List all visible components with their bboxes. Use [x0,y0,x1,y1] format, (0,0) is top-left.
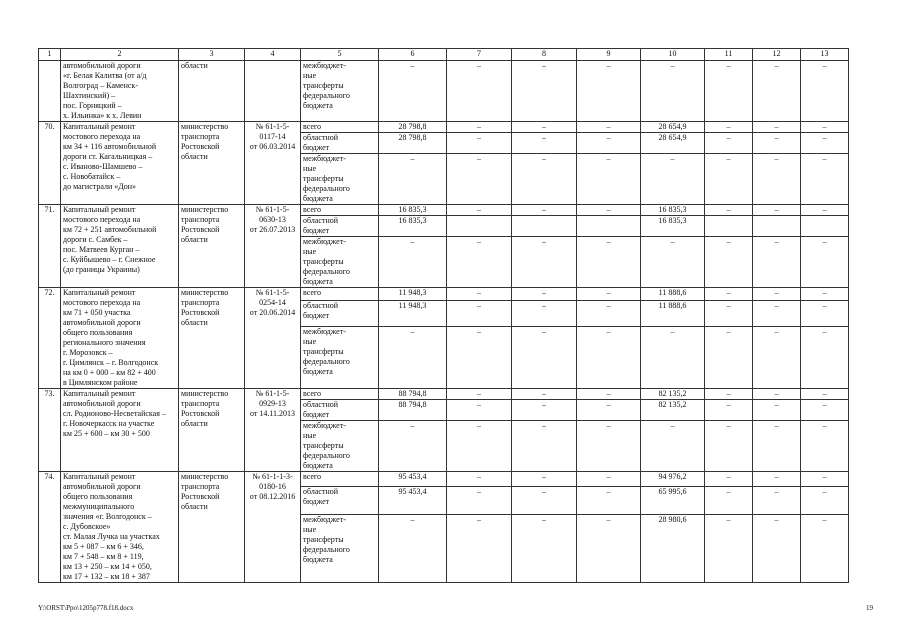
value-cell [577,216,641,237]
funding-source: областной бюджет [301,216,379,237]
value-cell: – [753,514,801,582]
value-cell: – [577,400,641,421]
value-cell: – [753,389,801,400]
value-cell: 11 948,3 [379,301,447,327]
value-cell: – [577,133,641,154]
value-cell: 95 453,4 [379,472,447,487]
funding-source: областной бюджет [301,486,379,514]
value-cell: – [705,514,753,582]
object-name: Капитальный ремонт мостового перехода на км 71 + 050 участка автомобильной дороги общего пользования регионального значения г. Морозовск – г. Цимлянск – г. Волгодонск на км 0 + 000 – км 82 + 400 в Цимлянском районе [61,288,179,389]
value-cell: – [705,288,753,301]
funding-source: областной бюджет [301,301,379,327]
value-cell: – [447,205,512,216]
expertise-doc [245,61,301,122]
header-cell: 6 [379,49,447,61]
value-cell: – [753,486,801,514]
header-cell: 5 [301,49,379,61]
responsible-org: министерство транспорта Ростовской области [179,472,245,583]
value-cell: – [577,421,641,472]
responsible-org: министерство транспорта Ростовской области [179,389,245,472]
value-cell: – [753,205,801,216]
header-cell: 4 [245,49,301,61]
value-cell: – [379,421,447,472]
funding-source: всего [301,288,379,301]
value-cell: – [447,288,512,301]
value-cell: – [753,400,801,421]
value-cell: – [641,421,705,472]
value-cell: – [705,326,753,388]
value-cell: 11 888,6 [641,301,705,327]
expertise-doc: № 61-1-5- 0929-13 от 14.11.2013 [245,389,301,472]
value-cell: – [512,133,577,154]
value-cell: – [512,205,577,216]
value-cell: – [801,514,849,582]
funding-source: всего [301,122,379,133]
value-cell: – [447,154,512,205]
value-cell: – [512,288,577,301]
value-cell: – [577,122,641,133]
expertise-doc: № 61-1-1-3- 0180-16 от 08.12.2016 [245,472,301,583]
value-cell: – [512,301,577,327]
value-cell: 28 654,9 [641,122,705,133]
row-number: 74. [39,472,61,583]
value-cell: – [512,154,577,205]
value-cell: 16 835,3 [641,216,705,237]
value-cell: – [447,472,512,487]
value-cell: – [447,61,512,122]
value-cell: 28 798,8 [379,133,447,154]
funding-source: межбюджет- ные трансферты федерального бюджета [301,326,379,388]
responsible-org: министерство транспорта Ростовской области [179,122,245,205]
value-cell: – [753,301,801,327]
value-cell: 28 654,9 [641,133,705,154]
value-cell: – [512,326,577,388]
value-cell: 16 835,3 [379,216,447,237]
funding-source: всего [301,205,379,216]
value-cell: – [801,472,849,487]
value-cell: – [512,237,577,288]
table-header-row [39,49,849,61]
value-cell: – [753,326,801,388]
value-cell: – [801,122,849,133]
budget-table [38,48,849,583]
footer-file-path: Y:\ORST\Ppo\1205p778.f18.docx [38,604,134,612]
value-cell: – [577,288,641,301]
value-cell: – [801,133,849,154]
header-cell: 13 [801,49,849,61]
value-cell: – [801,237,849,288]
value-cell: – [641,237,705,288]
expertise-doc: № 61-1-5- 0630-13 от 26.07.2013 [245,205,301,288]
value-cell: – [447,237,512,288]
value-cell: – [705,133,753,154]
value-cell: – [447,133,512,154]
funding-source: межбюджет- ные трансферты федерального бюджета [301,237,379,288]
value-cell: – [447,389,512,400]
value-cell [447,216,512,237]
object-name: Капитальный ремонт автомобильной дороги сл. Родионово-Несветайская – г. Новочеркасск на участке км 25 + 600 – км 30 + 500 [61,389,179,472]
value-cell: – [577,389,641,400]
value-cell: – [705,154,753,205]
funding-source: межбюджет- ные трансферты федерального бюджета [301,61,379,122]
value-cell: – [512,472,577,487]
value-cell: – [801,288,849,301]
value-cell: 88 794,8 [379,389,447,400]
value-cell: – [577,514,641,582]
value-cell: – [379,154,447,205]
value-cell: – [512,486,577,514]
value-cell: – [705,472,753,487]
funding-source: областной бюджет [301,400,379,421]
value-cell: – [512,514,577,582]
funding-source: межбюджет- ные трансферты федерального бюджета [301,421,379,472]
responsible-org: министерство транспорта Ростовской области [179,288,245,389]
expertise-doc: № 61-1-5- 0117-14 от 06.03.2014 [245,122,301,205]
row-number: 72. [39,288,61,389]
value-cell: – [801,400,849,421]
value-cell [705,216,753,237]
value-cell: 16 835,3 [379,205,447,216]
value-cell: – [447,514,512,582]
value-cell: – [705,237,753,288]
value-cell: – [447,400,512,421]
table-row [39,122,849,133]
value-cell: – [753,133,801,154]
value-cell: – [753,61,801,122]
value-cell: – [379,61,447,122]
value-cell: 94 976,2 [641,472,705,487]
value-cell: 82 135,2 [641,389,705,400]
object-name: Капитальный ремонт мостового перехода на км 34 + 116 автомобильной дороги ст. Кагальницкая – с. Иваново-Шамшево – с. Новобатайск – до магистрали «Дон» [61,122,179,205]
expertise-doc: № 61-1-5- 0254-14 от 20.06.2014 [245,288,301,389]
table-row [39,61,849,122]
value-cell: – [705,61,753,122]
value-cell: – [753,472,801,487]
value-cell: – [801,205,849,216]
value-cell: – [641,61,705,122]
funding-source: межбюджет- ные трансферты федерального бюджета [301,514,379,582]
value-cell: – [705,400,753,421]
value-cell: 28 798,8 [379,122,447,133]
header-cell: 12 [753,49,801,61]
value-cell: – [753,154,801,205]
header-cell: 1 [39,49,61,61]
value-cell: – [447,326,512,388]
table-row [39,205,849,216]
value-cell: 16 835,3 [641,205,705,216]
value-cell: 28 980,6 [641,514,705,582]
header-cell: 8 [512,49,577,61]
value-cell [801,216,849,237]
value-cell: – [577,154,641,205]
value-cell: – [512,61,577,122]
value-cell: – [577,326,641,388]
value-cell: – [379,326,447,388]
value-cell: – [512,122,577,133]
header-cell: 10 [641,49,705,61]
funding-source: всего [301,472,379,487]
value-cell: – [447,122,512,133]
value-cell: – [512,389,577,400]
value-cell: 11 948,3 [379,288,447,301]
value-cell: – [801,486,849,514]
value-cell: 88 794,8 [379,400,447,421]
value-cell: 65 995,6 [641,486,705,514]
value-cell: – [705,122,753,133]
value-cell: – [577,237,641,288]
value-cell: – [801,421,849,472]
value-cell: – [801,61,849,122]
header-cell: 7 [447,49,512,61]
value-cell: – [801,326,849,388]
value-cell: – [447,301,512,327]
responsible-org: области [179,61,245,122]
value-cell: – [577,486,641,514]
value-cell: – [753,421,801,472]
value-cell: – [577,472,641,487]
value-cell: – [801,154,849,205]
header-cell: 11 [705,49,753,61]
value-cell: – [753,288,801,301]
header-cell: 2 [61,49,179,61]
value-cell: – [753,237,801,288]
object-name: Капитальный ремонт автомобильной дороги общего пользования межмуниципального значения «г. Волгодонск – с. Дубовское» ст. Малая Лучка на участках км 5 + 087 – км 6 + 346, км 7 + 548 – км 8 + 119, км 13 + 250 – км 14 + 050, км 17 + 132 – км 18 + 387 [61,472,179,583]
value-cell: – [705,301,753,327]
value-cell: 95 453,4 [379,486,447,514]
object-name: автомобильной дороги «г. Белая Калитва (от а/д Волгоград – Каменск- Шахтинский) – пос. Горняцкий – х. Ильинка» к х. Левин [61,61,179,122]
value-cell: – [512,421,577,472]
object-name: Капитальный ремонт мостового перехода на км 72 + 251 автомобильной дороги с. Самбек – пос. Матвеев Курган – с. Куйбышево – г. Снежное (до границы Украины) [61,205,179,288]
value-cell: 82 135,2 [641,400,705,421]
value-cell: – [512,400,577,421]
row-number [39,61,61,122]
value-cell: – [447,421,512,472]
responsible-org: министерство транспорта Ростовской области [179,205,245,288]
funding-source: межбюджет- ные трансферты федерального бюджета [301,154,379,205]
table-row [39,472,849,487]
value-cell: – [753,122,801,133]
header-cell: 9 [577,49,641,61]
value-cell: – [705,205,753,216]
header-cell: 3 [179,49,245,61]
value-cell: 11 888,6 [641,288,705,301]
value-cell: – [705,421,753,472]
value-cell [512,216,577,237]
funding-source: областной бюджет [301,133,379,154]
value-cell: – [705,389,753,400]
row-number: 71. [39,205,61,288]
footer-page-number: 19 [866,604,873,612]
row-number: 73. [39,389,61,472]
value-cell: – [801,301,849,327]
value-cell: – [379,237,447,288]
table-row [39,389,849,400]
value-cell: – [577,205,641,216]
value-cell: – [577,61,641,122]
value-cell [753,216,801,237]
value-cell: – [577,301,641,327]
value-cell: – [641,326,705,388]
value-cell: – [705,486,753,514]
value-cell: – [379,514,447,582]
table-row [39,288,849,301]
funding-source: всего [301,389,379,400]
row-number: 70. [39,122,61,205]
value-cell: – [801,389,849,400]
value-cell: – [447,486,512,514]
value-cell: – [641,154,705,205]
